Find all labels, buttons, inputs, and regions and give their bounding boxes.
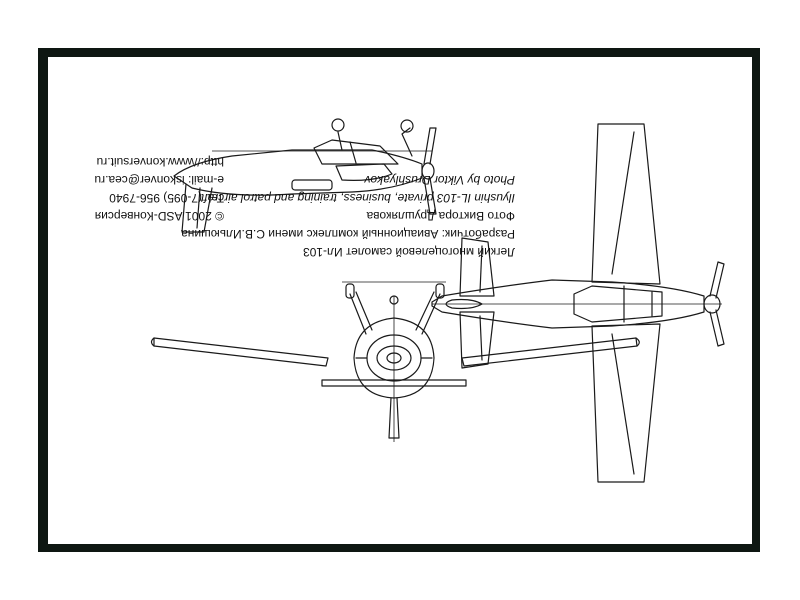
caption-photo-ru: Фото Виктора Друшлякова [366, 209, 515, 223]
publisher-copyright: © 2001 ASD-Конверсия [94, 209, 224, 223]
front-view [152, 282, 640, 442]
caption-title-ru: Легкий многоцелевой самолет Ил-103 [303, 245, 515, 259]
rotated-content [48, 57, 752, 544]
caption-developer-ru: Разработчик: Авиационный комплекс имени С.В.Ильюшина [181, 227, 515, 241]
publisher-email: e-mail: iskonver@cea.ru [94, 173, 224, 187]
front-view-left-gear [422, 294, 440, 334]
three-view-drawing [48, 57, 752, 544]
caption-photo-en: Photo by Viktor Drushlyakov [364, 173, 515, 187]
front-view-right-gear [350, 294, 366, 334]
publisher-phone: Tel. (7-095) 956-7940 [109, 191, 224, 205]
top-view-lower-wing [592, 124, 660, 284]
front-view-right-wing [154, 338, 328, 366]
side-view-canopy [314, 140, 398, 164]
postcard [48, 57, 752, 544]
publisher-url: http://www.konversuit.ru [96, 155, 224, 169]
caption-title-en: Ilyushin IL-103 private, business, training and patrol aircraft [200, 191, 515, 205]
